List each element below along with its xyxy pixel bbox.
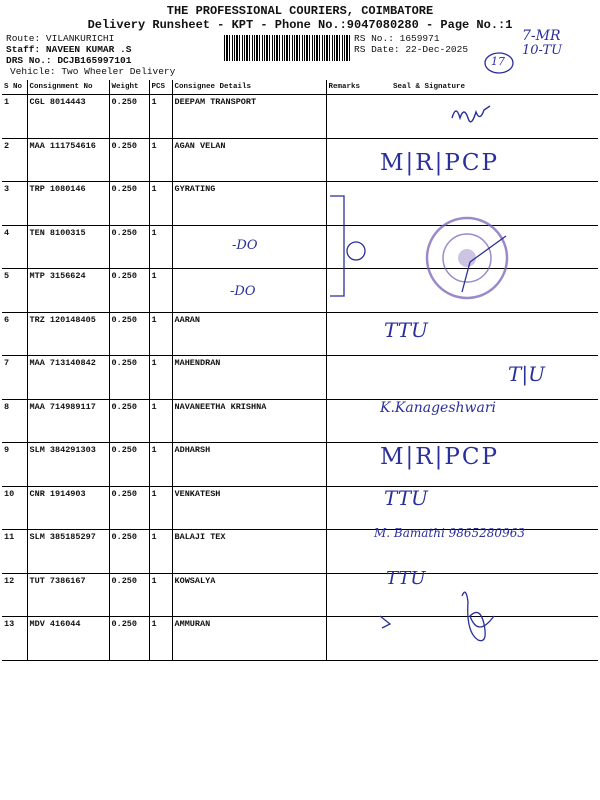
cell-pcs: 1 (149, 269, 172, 313)
staff-line (6, 44, 131, 55)
route-value: VILANKURICHI (45, 33, 115, 44)
cell-consignee: KOWSALYA (172, 573, 326, 617)
cell-remarks (326, 617, 373, 661)
row8-signature: K.Kanageshwari (380, 400, 497, 416)
staff-value: NAVEEN KUMAR .S (45, 44, 132, 55)
cell-remarks (326, 269, 373, 313)
cell-remarks (326, 443, 373, 487)
table-row (2, 617, 598, 661)
cell-remarks (326, 399, 373, 443)
cell-consignment: SLM 385185297 (27, 530, 109, 574)
cell-seal (373, 617, 598, 661)
table-row (2, 312, 598, 356)
cell-pcs: 1 (149, 530, 172, 574)
cell-sno: 1 (2, 95, 27, 139)
cell-consignee: BALAJI TEX (172, 530, 326, 574)
cell-sno: 5 (2, 269, 27, 313)
cell-weight: 0.250 (109, 356, 149, 400)
row10-signature: TTU (384, 486, 428, 510)
table-row (2, 486, 598, 530)
cell-consignment: CGL 8014443 (27, 95, 109, 139)
col-pcs: PCS (149, 80, 172, 95)
cell-consignee: AARAN (172, 312, 326, 356)
cell-weight: 0.250 (109, 269, 149, 313)
table-header-row (2, 80, 598, 95)
cell-consignment: TUT 7386167 (27, 573, 109, 617)
cell-remarks (326, 182, 373, 226)
row9-signature: M|R|PCP (380, 444, 499, 470)
drs-value: DCJB165997101 (57, 55, 132, 66)
cell-pcs: 1 (149, 138, 172, 182)
cell-pcs: 1 (149, 573, 172, 617)
row4-ditto: -DO (232, 238, 258, 253)
cell-consignee: NAVANEETHA KRISHNA (172, 399, 326, 443)
cell-pcs: 1 (149, 617, 172, 661)
cell-consignment: MTP 3156624 (27, 269, 109, 313)
cell-sno: 6 (2, 312, 27, 356)
cell-consignee: VENKATESH (172, 486, 326, 530)
cell-sno: 2 (2, 138, 27, 182)
cell-weight: 0.250 (109, 530, 149, 574)
row6-signature: TTU (384, 318, 428, 342)
table-row (2, 95, 598, 139)
cell-consignee: MAHENDRAN (172, 356, 326, 400)
vehicle-value: Two Wheeler Delivery (61, 66, 176, 77)
cell-remarks (326, 95, 373, 139)
cell-pcs: 1 (149, 443, 172, 487)
cell-sno: 8 (2, 399, 27, 443)
cell-weight: 0.250 (109, 95, 149, 139)
cell-consignee: AMMURAN (172, 617, 326, 661)
cell-sno: 13 (2, 617, 27, 661)
corner-circled-number: 17 (491, 55, 505, 68)
vehicle-line (10, 66, 175, 77)
cell-remarks (326, 486, 373, 530)
cell-weight: 0.250 (109, 399, 149, 443)
cell-pcs: 1 (149, 486, 172, 530)
cell-sno: 10 (2, 486, 27, 530)
cell-sno: 9 (2, 443, 27, 487)
cell-seal (373, 356, 598, 400)
cell-consignment: TRP 1080146 (27, 182, 109, 226)
cell-consignee: AGAN VELAN (172, 138, 326, 182)
rs-date-value: 22-Dec-2025 (405, 44, 469, 55)
cell-remarks (326, 225, 373, 269)
cell-consignment: CNR 1914903 (27, 486, 109, 530)
staff-label: Staff: (6, 44, 41, 55)
corner-note-tu: 10-TU (522, 43, 563, 58)
col-weight: Weight (109, 80, 149, 95)
cell-seal (373, 182, 598, 226)
cell-sno: 12 (2, 573, 27, 617)
table-row (2, 225, 598, 269)
table-row (2, 573, 598, 617)
table-row (2, 269, 598, 313)
row2-signature: M|R|PCP (380, 150, 499, 176)
col-consignee: Consignee Details (172, 80, 326, 95)
cell-weight: 0.250 (109, 225, 149, 269)
cell-consignment: MDV 416044 (27, 617, 109, 661)
row5-ditto: -DO (230, 284, 256, 299)
col-consignment: Consignment No (27, 80, 109, 95)
cell-consignment: MAA 714989117 (27, 399, 109, 443)
cell-pcs: 1 (149, 399, 172, 443)
row7-signature: T|U (508, 362, 545, 386)
cell-pcs: 1 (149, 312, 172, 356)
table-row (2, 399, 598, 443)
company-title: THE PROFESSIONAL COURIERS, COIMBATORE (166, 4, 434, 18)
col-sno: S No (2, 80, 27, 95)
cell-weight: 0.250 (109, 138, 149, 182)
vehicle-label: Vehicle: (10, 66, 56, 77)
cell-consignee: DEEPAM TRANSPORT (172, 95, 326, 139)
cell-weight: 0.250 (109, 312, 149, 356)
cell-seal (373, 269, 598, 313)
route-label: Route: (6, 33, 41, 44)
table-row (2, 443, 598, 487)
row12-signature: TTU (386, 568, 426, 589)
cell-weight: 0.250 (109, 182, 149, 226)
cell-remarks (326, 530, 373, 574)
drs-label: DRS No.: (6, 55, 52, 66)
rs-no-value: 1659971 (399, 33, 440, 44)
runsheet-subtitle: Delivery Runsheet - KPT - Phone No.:9047080280 - Page No.:1 (87, 18, 513, 32)
cell-sno: 7 (2, 356, 27, 400)
rs-date-line (354, 44, 468, 55)
cell-remarks (326, 573, 373, 617)
cell-seal (373, 95, 598, 139)
cell-consignment: MAA 713140842 (27, 356, 109, 400)
cell-consignment: SLM 384291303 (27, 443, 109, 487)
cell-sno: 11 (2, 530, 27, 574)
cell-weight: 0.250 (109, 486, 149, 530)
cell-sno: 4 (2, 225, 27, 269)
cell-weight: 0.250 (109, 443, 149, 487)
cell-consignment: TEN 8100315 (27, 225, 109, 269)
rs-no-line (354, 33, 440, 44)
drs-line (6, 55, 131, 66)
cell-seal (373, 225, 598, 269)
cell-pcs: 1 (149, 95, 172, 139)
cell-sno: 3 (2, 182, 27, 226)
table-row (2, 182, 598, 226)
runsheet-barcode (224, 35, 350, 61)
corner-note-mr: 7-MR (522, 28, 561, 44)
cell-pcs: 1 (149, 225, 172, 269)
cell-consignee: GYRATING (172, 182, 326, 226)
cell-remarks (326, 138, 373, 182)
cell-consignment: TRZ 120148405 (27, 312, 109, 356)
cell-weight: 0.250 (109, 573, 149, 617)
col-seal: Seal & Signature (373, 80, 598, 95)
row11-signature: M. Bamathi 9865280963 (374, 526, 525, 540)
table-row (2, 138, 598, 182)
cell-pcs: 1 (149, 182, 172, 226)
cell-weight: 0.250 (109, 617, 149, 661)
cell-remarks (326, 356, 373, 400)
route-line (6, 33, 114, 44)
cell-consignee: ADHARSH (172, 443, 326, 487)
cell-pcs: 1 (149, 356, 172, 400)
cell-consignment: MAA 111754616 (27, 138, 109, 182)
cell-remarks (326, 312, 373, 356)
col-remarks: Remarks (326, 80, 373, 95)
rs-date-label: RS Date: (354, 44, 400, 55)
rs-no-label: RS No.: (354, 33, 394, 44)
